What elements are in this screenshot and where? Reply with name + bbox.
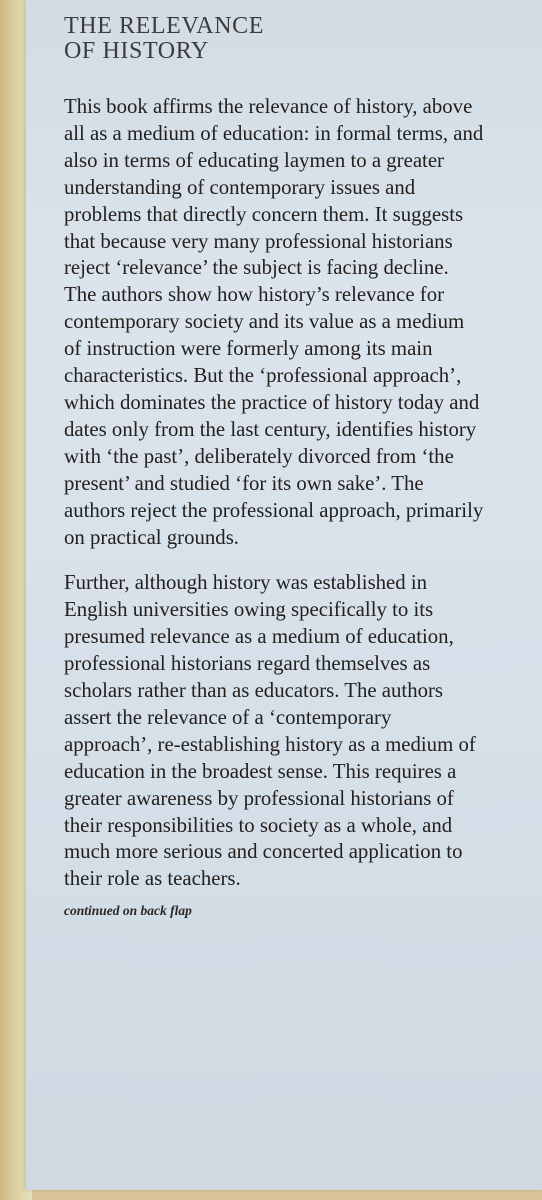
blurb-paragraph-2: Further, although history was established in English universities owing specifically to its presumed relevance as a medium of education, professional historians regard themselves as scholars rather than as educators. The authors assert the relevance of a ‘contemporary approach’, re-establishing history as a medium of education in the broadest sense. This requires a greater awareness by professional historians of their responsibilities to society as a whole, and much more serious and concerted application to their role as teachers. [64, 571, 476, 891]
blurb-paragraph-1: This book affirms the relevance of history, above all as a medium of education: in formal terms, and also in terms of educating laymen to a greater understanding of contemporary issues and problems that directly concern them. It suggests that because very many professional historians reject ‘relevance’ the subject is facing decline. The authors show how history’s relevance for contemporary society and its value as a medium of instruction were formerly among its main characteristics. But the ‘professional approach’, which dominates the practice of history today and dates only from the last century, identifies history with ‘the past’, deliberately divorced from ‘the present’ and studied ‘for its own sake’. The authors reject the professional approach, primarily on practical grounds. [64, 95, 484, 549]
book-title-line-1: THE RELEVANCE [64, 13, 265, 39]
book-title [64, 14, 484, 64]
book-title-line-2: OF HISTORY [64, 38, 209, 64]
continued-note: continued on back flap [64, 903, 192, 919]
flap-text-block [64, 14, 484, 919]
